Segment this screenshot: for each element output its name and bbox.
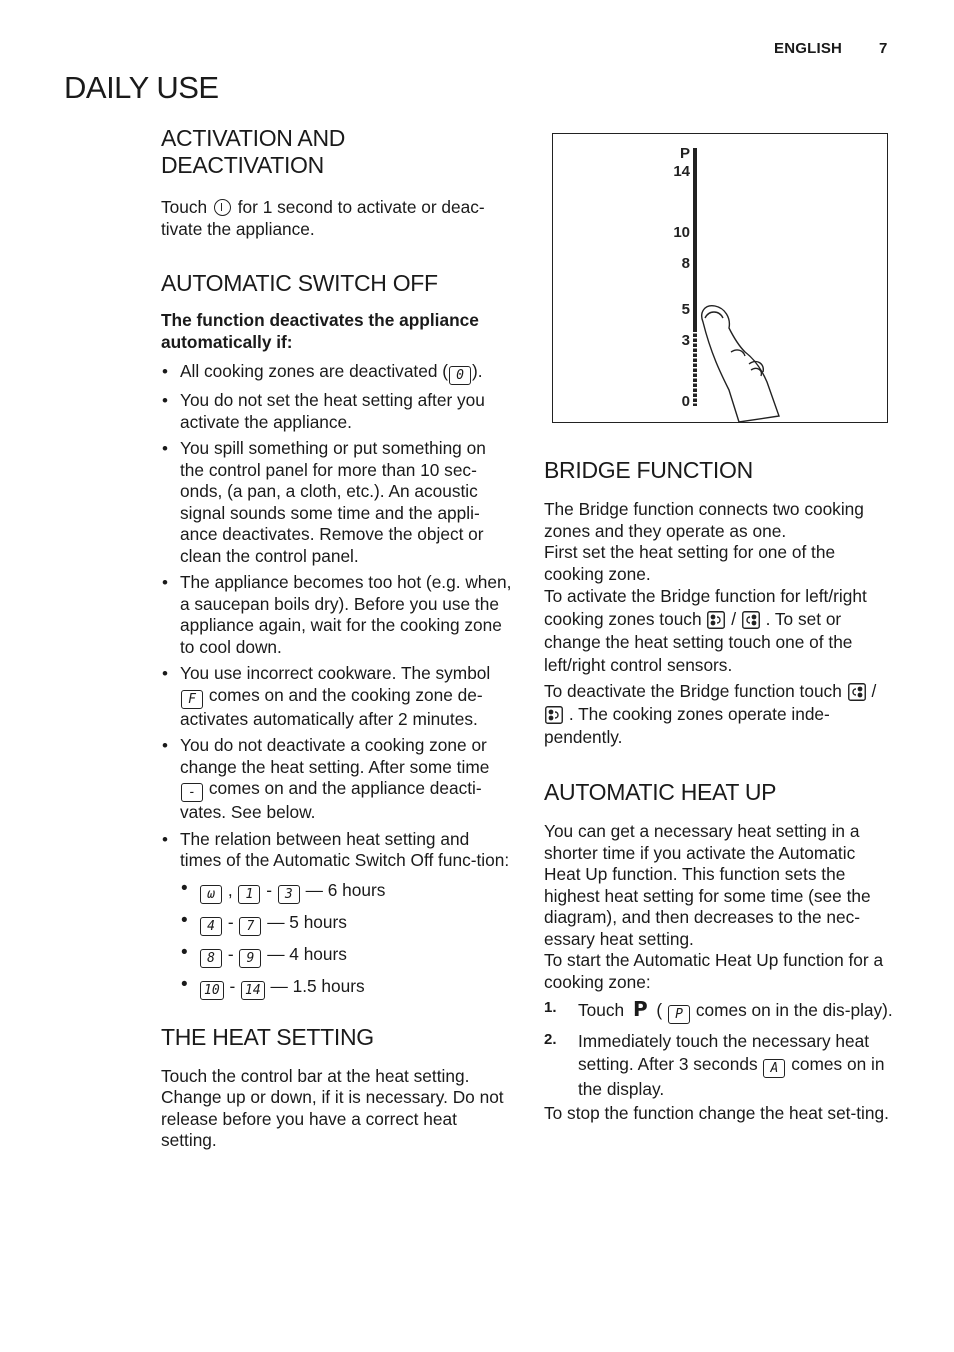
- bridge-text: . The cooking zones operate inde-pendently.: [544, 704, 830, 747]
- heat-up-steps: [544, 999, 894, 1101]
- separator: /: [731, 609, 736, 629]
- header-page-number: 7: [879, 40, 888, 57]
- section-heat-setting: [161, 1024, 513, 1152]
- power-icon: [214, 199, 231, 216]
- keep-warm-symbol-icon: ω: [200, 885, 222, 904]
- time-text: — 4 hours: [267, 943, 347, 964]
- time-text: — 6 hours: [305, 879, 386, 900]
- label-3: 3: [681, 332, 690, 349]
- section-title-activation: ACTIVATION AND DEACTIVATION: [161, 125, 346, 178]
- list-item: [161, 663, 513, 730]
- section-title-heat-setting: THE HEAT SETTING: [161, 1023, 374, 1050]
- section-title-bridge: BRIDGE FUNCTION: [544, 457, 753, 483]
- step-text: Immediately touch the necessary heat setting. After 3 seconds: [578, 1031, 870, 1074]
- item-text: The relation between heat setting and times of the Automatic Switch Off func-tion:: [180, 828, 510, 870]
- section-title-auto-switch-off: AUTOMATIC SWITCH OFF: [161, 270, 438, 296]
- dash-symbol-icon: -: [181, 783, 203, 802]
- list-item: [161, 735, 513, 824]
- step-text: comes on in the display.: [578, 1054, 885, 1099]
- label-5: 5: [681, 301, 690, 318]
- separator: -: [229, 975, 236, 996]
- heat-symbol-icon: 9: [239, 949, 261, 968]
- bridge-p3: [544, 585, 894, 677]
- item-text: You do not deactivate a cooking zone or change the heat setting. After some time: [180, 735, 490, 777]
- heat-symbol-icon: 14: [241, 981, 265, 1000]
- activation-text: [161, 197, 513, 240]
- section-auto-switch-off: [161, 270, 513, 1000]
- heat-symbol-icon: 3: [278, 885, 300, 904]
- times-list: [180, 880, 513, 1000]
- a-symbol-icon: A: [763, 1059, 785, 1078]
- step-text: Touch: [578, 1000, 625, 1020]
- heat-up-p1: You can get a necessary heat setting in a shorter time if you activate the Automatic Heat Up function. This function sets the highest heat setting for some time (see the diagram), and then decreases to the nec-essary heat setting.: [544, 821, 871, 949]
- step-number: 2.: [544, 1031, 557, 1048]
- label-p: P: [679, 145, 690, 162]
- activation-text-before: Touch: [161, 197, 208, 217]
- bridge-p1: The Bridge function connects two cooking zones and they operate as one.: [544, 499, 864, 541]
- auto-switch-off-list: [161, 361, 513, 1000]
- bridge-right-icon: [545, 706, 563, 724]
- separator: -: [227, 943, 234, 964]
- left-column: [161, 125, 513, 1174]
- heat-up-p3: To stop the function change the heat set-ting.: [544, 1103, 889, 1123]
- list-item: [161, 361, 513, 385]
- item-text: ).: [472, 361, 483, 381]
- item-text: comes on and the appliance deacti-vates. See below.: [180, 778, 482, 822]
- bridge-text: . To set or change the heat setting touch one of the left/right control sensors.: [544, 609, 853, 675]
- heat-up-p2: To start the Automatic Heat Up function for a cooking zone:: [544, 950, 884, 992]
- separator: /: [871, 681, 877, 701]
- heat-symbol-icon: 7: [239, 917, 261, 936]
- finger-icon: [702, 306, 779, 422]
- label-14: 14: [673, 163, 690, 180]
- label-10: 10: [673, 224, 690, 241]
- time-text: — 5 hours: [267, 911, 347, 932]
- separator: -: [227, 911, 234, 932]
- list-item: • You do not set the heat setting after you activate the appliance.: [161, 390, 513, 433]
- bridge-p2: First set the heat setting for one of the cooking zone.: [544, 542, 836, 584]
- time-item: [180, 944, 513, 968]
- page-title: DAILY USE: [64, 70, 219, 105]
- step-item: [544, 999, 894, 1024]
- time-item: [180, 912, 513, 936]
- item-text: All cooking zones are deactivated (: [180, 361, 449, 381]
- step-item: [544, 1030, 894, 1101]
- control-bar-illustration: [553, 134, 887, 422]
- section-activation: [161, 125, 513, 240]
- section-bridge: [544, 457, 894, 749]
- control-bar-diagram: [552, 133, 888, 423]
- p-symbol-icon: P: [668, 1005, 690, 1024]
- time-text: — 1.5 hours: [270, 975, 365, 996]
- heat-symbol-icon: 8: [200, 949, 222, 968]
- header-language: ENGLISH: [774, 40, 843, 57]
- item-text: You use incorrect cookware. The symbol: [180, 663, 491, 683]
- zero-symbol-icon: 0: [449, 366, 471, 385]
- separator: ,: [227, 879, 233, 900]
- step-number: 1.: [544, 999, 557, 1016]
- bridge-left-icon: [707, 611, 725, 629]
- list-item: [161, 829, 513, 1000]
- list-item: • The appliance becomes too hot (e.g. when, a saucepan boils dry). Before you use the appliance again, wait for the cooking zone to cool down.: [161, 572, 513, 658]
- list-item: • You spill something or put something on the control panel for more than 10 sec-onds, (a pan, a cloth, etc.). An acoustic signal sounds some time and the appli-ance deactivates. Remove the object or clean the control panel.: [161, 438, 513, 567]
- separator: -: [266, 879, 273, 900]
- step-text: (: [656, 1000, 663, 1020]
- p-sensor-icon: P: [632, 997, 648, 1021]
- label-0: 0: [681, 393, 690, 410]
- item-text: comes on and the cooking zone de-activates automatically after 2 minutes.: [180, 684, 483, 729]
- label-8: 8: [681, 255, 690, 272]
- bridge-text: To activate the Bridge function for left/right cooking zones touch: [544, 586, 867, 629]
- step-text: comes on in the dis-play).: [695, 1000, 893, 1020]
- heat-setting-text: Touch the control bar at the heat setting. Change up or down, if it is necessary. Do not release before you have a correct heat setting.: [161, 1065, 504, 1150]
- heat-symbol-icon: 10: [200, 981, 224, 1000]
- bridge-text: To deactivate the Bridge function touch: [544, 681, 842, 701]
- right-column: [544, 129, 894, 1147]
- section-heat-up: [544, 779, 894, 1125]
- time-item: [180, 976, 513, 1000]
- bridge-p4: [544, 680, 894, 749]
- f-symbol-icon: F: [181, 690, 203, 709]
- auto-switch-off-intro: The function deactivates the appliance automatically if:: [161, 310, 479, 352]
- activation-text-after: for 1 second to activate or deac-tivate the appliance.: [161, 197, 485, 239]
- heat-symbol-icon: 1: [238, 885, 260, 904]
- bridge-left-icon: [848, 683, 866, 701]
- heat-symbol-icon: 4: [200, 917, 222, 936]
- bridge-right-icon: [742, 611, 760, 629]
- time-item: [180, 880, 513, 904]
- section-title-heat-up: AUTOMATIC HEAT UP: [544, 779, 777, 805]
